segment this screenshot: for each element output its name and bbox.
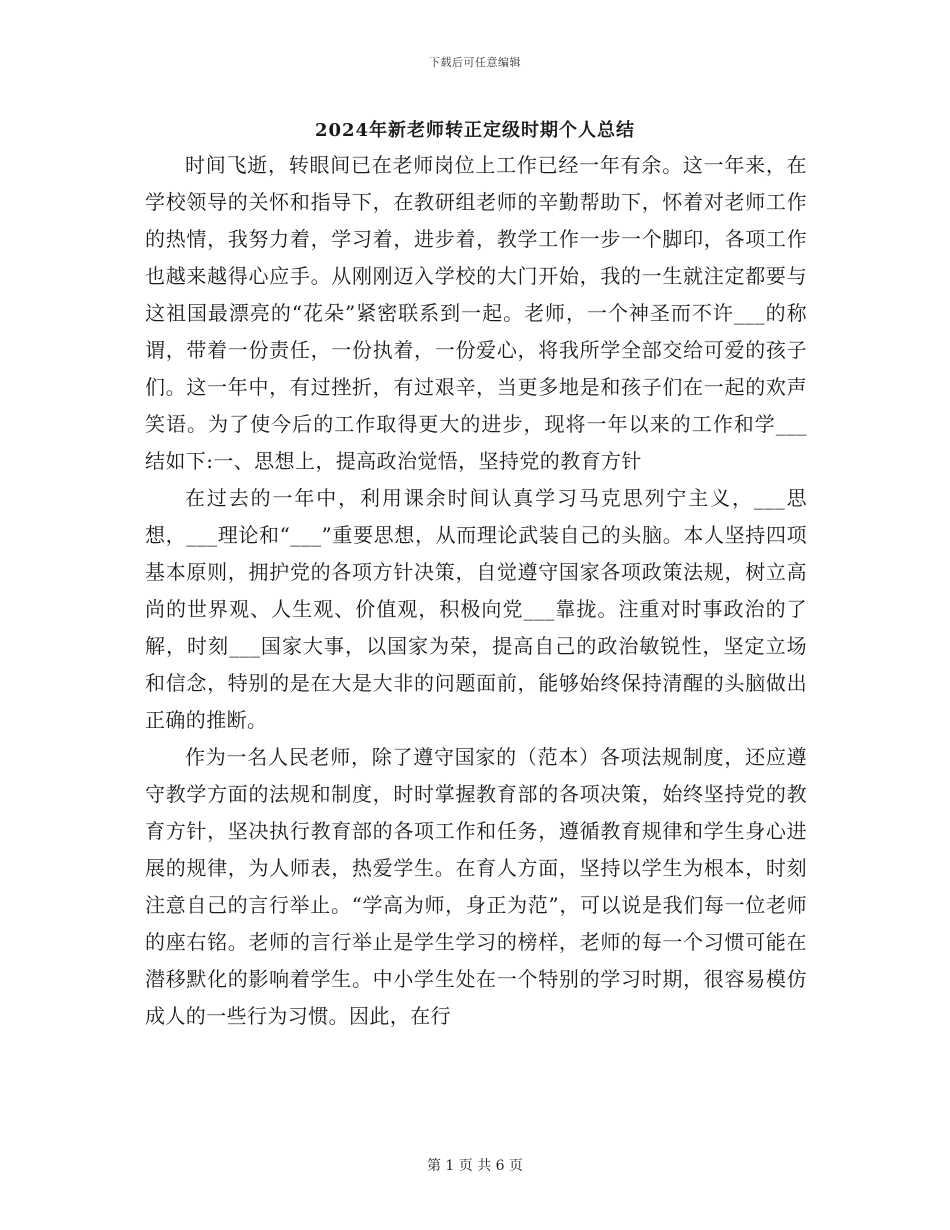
download-note: 下载后可任意编辑 xyxy=(429,56,521,69)
page-indicator: 第 1 页 共 6 页 xyxy=(426,1158,524,1174)
document-title: 2024年新老师转正定级时期个人总结 xyxy=(314,120,636,141)
paragraph: 作为一名人民老师，除了遵守国家的（范本）各项法规制度，还应遵守教学方面的法规和制度，时时掌握教育部的各项决策，始终坚持党的教育方针，坚决执行教育部的各项工作和任务，遵循教育规律和学生身心进展的规律，为人师表，热爱学生。在育人方面，坚持以学生为根本，时刻注意自己的言行举止。“学高为师，身正为范”，可以说是我们每一位老师的座右铭。老师的言行举止是学生学习的榜样，老师的每一个习惯可能在潜移默化的影响着学生。中小学生处在一个特别的学习时期，很容易模仿成人的一些行为习惯。因此，在行 xyxy=(145,745,807,1028)
paragraph: 时间飞逝，转眼间已在老师岗位上工作已经一年有余。这一年来，在学校领导的关怀和指导下，在教研组老师的辛勤帮助下，怀着对老师工作的热情，我努力着，学习着，进步着，教学工作一步一个脚印，各项工作也越来越得心应手。从刚刚迈入学校的大门开始，我的一生就注定都要与这祖国最漂亮的“花朵”紧密联系到一起。老师，一个神圣而不许___的称谓，带着一份责任，一份执着，一份爱心，将我所学全部交给可爱的孩子们。这一年中，有过挫折，有过艰辛，当更多地是和孩子们在一起的欢声笑语。为了使今后的工作取得更大的进步，现将一年以来的工作和学___结如下:一、思想上，提高政治觉悟，坚持党的教育方针 xyxy=(145,153,807,473)
document-body xyxy=(145,147,807,1035)
paragraph: 在过去的一年中，利用课余时间认真学习马克思列宁主义，___思想，___理论和“___”重要思想，从而理论武装自己的头脑。本人坚持四项基本原则，拥护党的各项方针决策，自觉遵守国家各项政策法规，树立高尚的世界观、人生观、价值观，积极向党___靠拢。注重对时事政治的了解，时刻___国家大事，以国家为荣，提高自己的政治敏锐性，坚定立场和信念，特别的是在大是大非的问题面前，能够始终保持清醒的头脑做出正确的推断。 xyxy=(145,486,807,732)
